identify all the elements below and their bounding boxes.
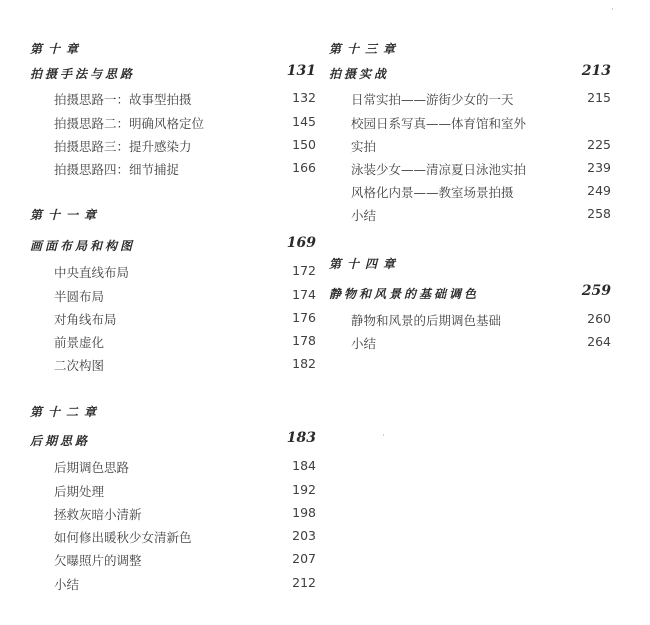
- entry-title: 前景虚化: [54, 335, 105, 350]
- toc-entry[interactable]: [351, 334, 611, 352]
- toc-entry[interactable]: [54, 137, 316, 155]
- toc-entry[interactable]: [54, 90, 316, 108]
- entry-page: 192: [292, 482, 316, 497]
- toc-entry[interactable]: [54, 287, 316, 305]
- entry-page: 225: [587, 137, 611, 152]
- chapter-11-title: 画面布局和构图: [30, 239, 136, 253]
- toc-entry[interactable]: [54, 356, 316, 374]
- entry-title: 拍摄思路二：明确风格定位: [54, 116, 205, 131]
- toc-entry[interactable]: [54, 551, 316, 569]
- print-speck: [383, 434, 384, 436]
- entry-title: 小结: [351, 336, 377, 351]
- entry-page: 249: [587, 183, 611, 198]
- chapter-10-title: 拍摄手法与思路: [30, 67, 136, 81]
- entry-title: 二次构图: [54, 358, 105, 373]
- entry-page: 166: [292, 160, 316, 175]
- chapter-13-label: 第十三章: [329, 42, 402, 56]
- toc-entry[interactable]: [54, 528, 316, 546]
- entry-title: 拍摄思路四：细节捕捉: [54, 162, 180, 177]
- chapter-13-heading[interactable]: [329, 65, 611, 83]
- entry-title: 如何修出暖秋少女清新色: [54, 530, 192, 545]
- chapter-12-page: 183: [286, 430, 316, 446]
- entry-page: 176: [292, 310, 316, 325]
- entry-title: 半圆布局: [54, 289, 105, 304]
- chapter-14-label: 第十四章: [329, 257, 402, 271]
- entry-page: 215: [587, 90, 611, 105]
- entry-page: 182: [292, 356, 316, 371]
- entry-page: 212: [292, 575, 316, 590]
- entry-page: 132: [292, 90, 316, 105]
- chapter-10-label: 第十章: [30, 42, 85, 56]
- toc-entry[interactable]: [351, 90, 611, 108]
- chapter-14-page: 259: [581, 283, 611, 299]
- chapter-12-label: 第十二章: [30, 405, 103, 419]
- entry-title: 中央直线布局: [54, 265, 130, 280]
- entry-page: 145: [292, 114, 316, 129]
- entry-page: 260: [587, 311, 611, 326]
- entry-title: 欠曝照片的调整: [54, 553, 142, 568]
- chapter-12-title: 后期思路: [30, 434, 91, 448]
- toc-entry[interactable]: [351, 311, 611, 329]
- toc-entry[interactable]: [351, 137, 611, 155]
- toc-entry[interactable]: [351, 183, 611, 201]
- print-speck: [612, 8, 613, 10]
- entry-page: 150: [292, 137, 316, 152]
- toc-entry[interactable]: [54, 575, 316, 593]
- entry-title: 拍摄思路三：提升感染力: [54, 139, 192, 154]
- toc-entry[interactable]: [351, 114, 611, 132]
- entry-page: 172: [292, 263, 316, 278]
- toc-entry[interactable]: [351, 206, 611, 224]
- entry-title: 后期处理: [54, 484, 105, 499]
- chapter-13-page: 213: [581, 63, 611, 79]
- entry-page: 203: [292, 528, 316, 543]
- toc-entry[interactable]: [54, 114, 316, 132]
- chapter-11-page: 169: [286, 235, 316, 251]
- toc-entry[interactable]: [54, 505, 316, 523]
- toc-entry[interactable]: [54, 310, 316, 328]
- toc-entry[interactable]: [54, 482, 316, 500]
- toc-entry[interactable]: [351, 160, 611, 178]
- toc-entry[interactable]: [54, 458, 316, 476]
- entry-title: 日常实拍——游街少女的一天: [351, 92, 514, 107]
- entry-title: 泳装少女——清凉夏日泳池实拍: [351, 162, 527, 177]
- entry-page: 258: [587, 206, 611, 221]
- chapter-10-page: 131: [286, 63, 316, 79]
- toc-entry[interactable]: [54, 333, 316, 351]
- entry-title: 静物和风景的后期调色基础: [351, 313, 502, 328]
- entry-page: 174: [292, 287, 316, 302]
- entry-page: 198: [292, 505, 316, 520]
- entry-title: 后期调色思路: [54, 460, 130, 475]
- entry-page: 184: [292, 458, 316, 473]
- entry-title: 风格化内景——教室场景拍摄: [351, 185, 514, 200]
- toc-entry[interactable]: [54, 160, 316, 178]
- chapter-13-title: 拍摄实战: [329, 67, 390, 81]
- entry-title: 小结: [54, 577, 80, 592]
- chapter-11-label: 第十一章: [30, 208, 103, 222]
- entry-page: 178: [292, 333, 316, 348]
- chapter-12-heading[interactable]: [30, 432, 316, 450]
- entry-title: 拍摄思路一：故事型拍摄: [54, 92, 192, 107]
- entry-title: 对角线布局: [54, 312, 117, 327]
- chapter-11-heading[interactable]: [30, 237, 316, 255]
- entry-title: 校园日系写真——体育馆和室外: [351, 116, 527, 131]
- entry-page: 207: [292, 551, 316, 566]
- entry-page: 239: [587, 160, 611, 175]
- entry-title: 实拍: [351, 139, 377, 154]
- entry-page: 264: [587, 334, 611, 349]
- toc-entry[interactable]: [54, 263, 316, 281]
- chapter-14-title: 静物和风景的基础调色: [329, 287, 480, 301]
- entry-title: 拯救灰暗小清新: [54, 507, 142, 522]
- chapter-10-heading[interactable]: [30, 65, 316, 83]
- chapter-14-heading[interactable]: [329, 285, 611, 303]
- entry-title: 小结: [351, 208, 377, 223]
